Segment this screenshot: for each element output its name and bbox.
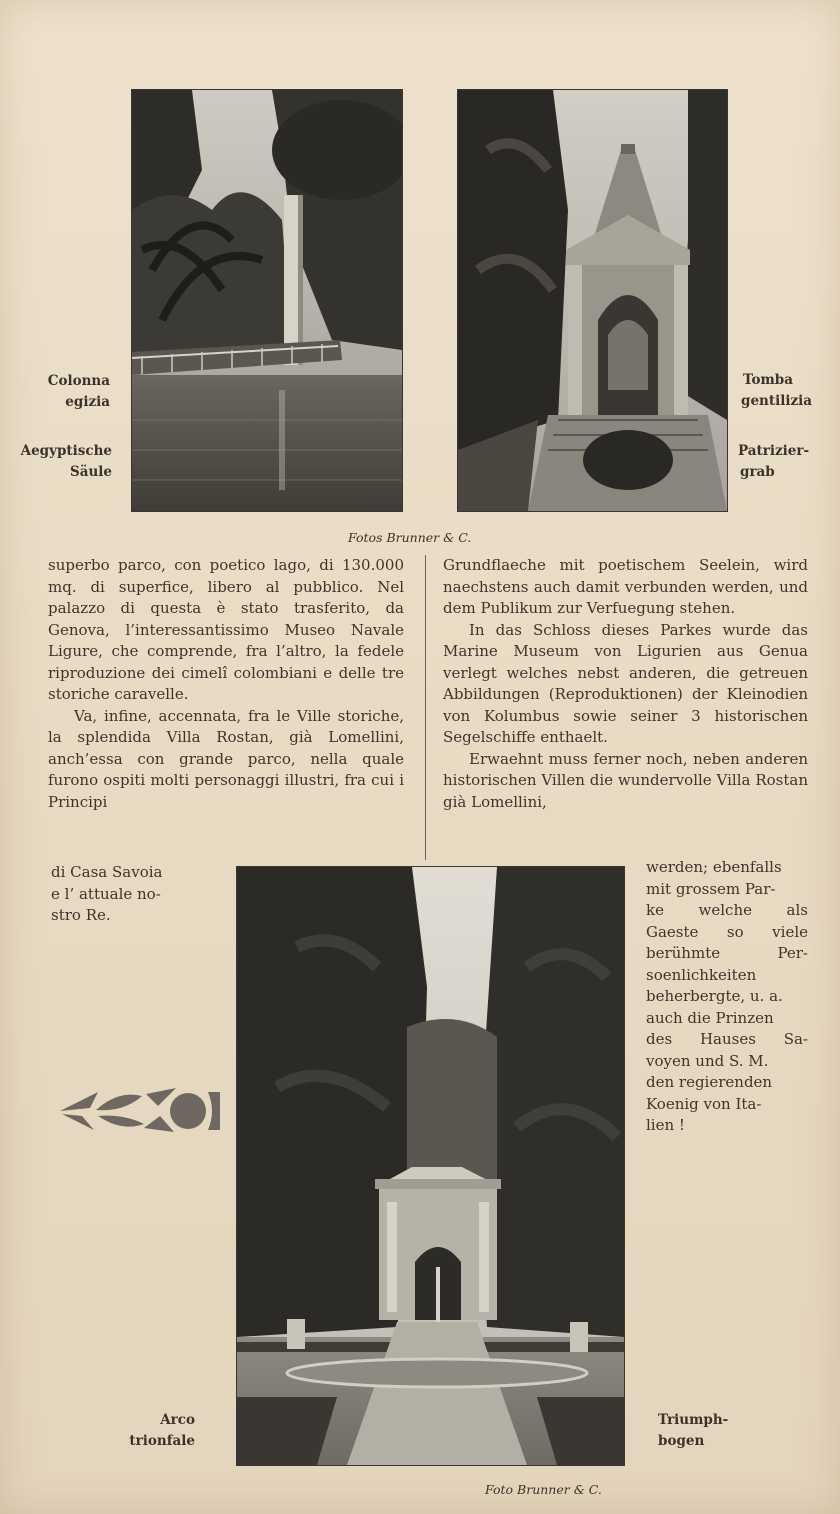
caption-colonna-german: Aegyptische Säule <box>20 443 112 480</box>
italian-paragraph-1: superbo parco, con poetico lago, di 130.000 mq. di superfice, libero al pubblico. Nel palazzo di questa è stato trasferito, da Genova, l’interessantissimo Museo Navale Ligure, che comprende, fra l’altro, la fedele riproduzione dei cimelî colombiani e delle tre storiche caravelle. <box>48 556 404 703</box>
photo-patrician-tomb <box>457 89 728 512</box>
column-divider <box>425 555 426 860</box>
german-paragraph-2: In das Schloss dieses Parkes wurde das Marine Museum von Ligurien aus Genua verlegt welches nebst anderen, die getreuen Abbildungen (Reproduktionen) der Kleinodien von Kolumbus sowie seiner 3 historischen Segelschiffe enthaelt. <box>443 620 808 746</box>
caption-colonna-italian: Colonna egizia <box>47 373 110 410</box>
caption-tomba-german: Patrizier- grab <box>738 443 810 480</box>
italian-tail: di Casa Savoia e l’ attuale no- stro Re. <box>51 863 163 924</box>
caption-arco-german: Triumph- bogen <box>658 1412 729 1449</box>
photo-credit-top: Fotos Brunner & C. <box>348 530 472 545</box>
ornament-decoration <box>58 1086 220 1136</box>
photo-credit-bottom: Foto Brunner & C. <box>485 1482 602 1497</box>
photo-egyptian-column <box>131 89 403 512</box>
patrician-tomb-image <box>458 90 727 511</box>
italian-paragraph-2: Va, infine, accennata, fra le Ville storiche, la splendida Villa Rostan, già Lomellini, anch’essa con grande parco, nella quale furono ospiti molti personaggi illustri, fra cui i Principi <box>48 706 404 811</box>
italian-column <box>48 555 404 813</box>
caption-arco-italian: Arco trionfale <box>129 1412 195 1449</box>
german-paragraph-3: Erwaehnt muss ferner noch, neben anderen historischen Villen die wundervolle Villa Rostan già Lomellini, <box>443 749 808 811</box>
caption-tomba-italian: Tomba gentilizia <box>741 372 813 409</box>
german-tail: werden; ebenfalls mit grossem Par- ke welche als Gaeste so viele berühmte Per- soenlichkeiten beherbergte, u. a. auch die Prinzen des Hauses Sa- voyen und S. M. den regierenden Koenig von Ita- lien ! <box>646 858 808 1134</box>
egyptian-column-image <box>132 90 402 511</box>
triumphal-arch-image <box>237 867 624 1465</box>
german-paragraph-1: Grundflaeche mit poetischem Seelein, wird naechstens auch damit verbunden werden, und dem Publikum zur Verfuegung stehen. <box>443 556 808 617</box>
german-column <box>443 555 808 813</box>
photo-triumphal-arch <box>236 866 625 1466</box>
